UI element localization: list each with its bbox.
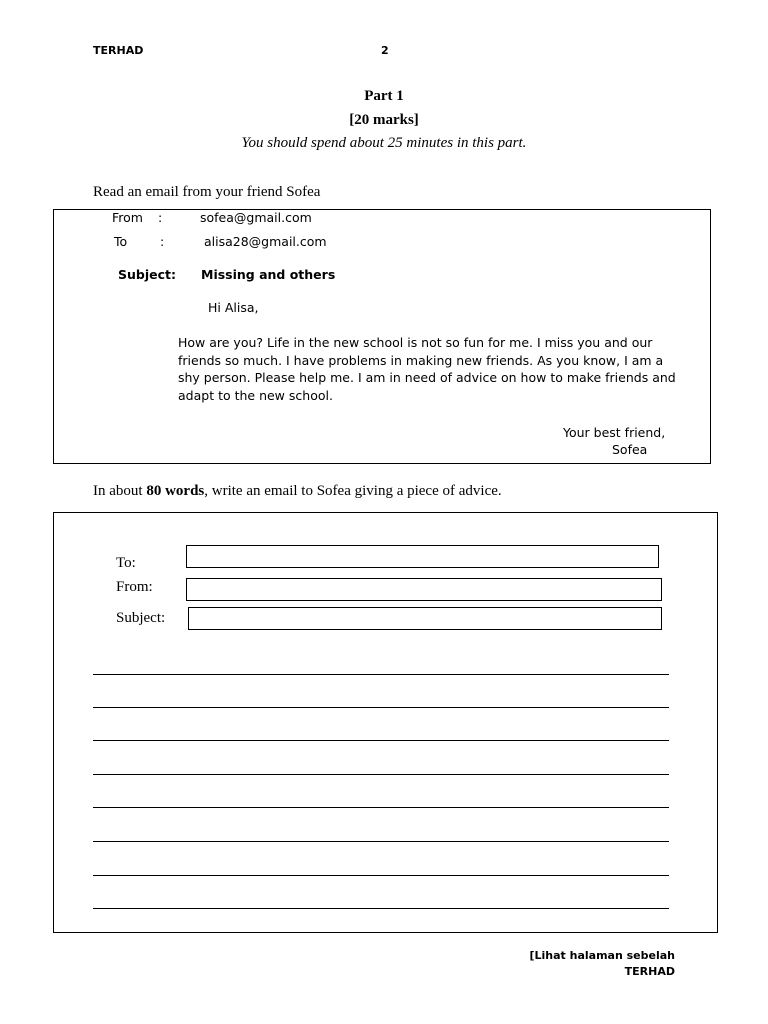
- answer-subject-field[interactable]: [188, 607, 662, 630]
- email-signature: Sofea: [612, 442, 648, 457]
- writing-line[interactable]: [93, 674, 669, 675]
- answer-to-label: To:: [116, 555, 136, 571]
- time-note: You should spend about 25 minutes in this part.: [241, 135, 527, 151]
- email-from-value: sofea@gmail.com: [200, 210, 312, 225]
- answer-to-field[interactable]: [186, 545, 659, 568]
- email-greeting: Hi Alisa,: [208, 300, 259, 315]
- email-to-label: To: [114, 234, 128, 249]
- writing-line[interactable]: [93, 707, 669, 708]
- email-from-colon: :: [158, 210, 163, 225]
- answer-subject-label: Subject:: [116, 610, 166, 626]
- email-body: How are you? Life in the new school is not so fun for me. I miss you and our friends so much. I have problems in making new friends. As you know, I am a shy person. Please help me. I am in need of advice on how to make friends and adapt to the new school.: [178, 335, 676, 403]
- email-from-label: From: [112, 210, 143, 225]
- writing-line[interactable]: [93, 774, 669, 775]
- writing-line[interactable]: [93, 908, 669, 909]
- answer-box: [53, 512, 718, 933]
- intro-text: Read an email from your friend Sofea: [93, 184, 321, 200]
- writing-line[interactable]: [93, 841, 669, 842]
- part-title: Part 1: [364, 88, 404, 104]
- email-to-value: alisa28@gmail.com: [204, 234, 327, 249]
- task-prefix: In about: [93, 483, 147, 499]
- task-suffix: , write an email to Sofea giving a piece of advice.: [204, 483, 502, 499]
- email-subject-label: Subject:: [118, 267, 176, 282]
- task-instruction: [93, 483, 502, 500]
- footer-next-page: [Lihat halaman sebelah: [529, 949, 675, 962]
- email-subject-value: Missing and others: [201, 267, 336, 282]
- part-marks: [20 marks]: [349, 112, 419, 128]
- writing-line[interactable]: [93, 807, 669, 808]
- task-word-count: 80 words: [146, 483, 205, 499]
- classification-header: TERHAD: [93, 44, 144, 57]
- email-closing: Your best friend,: [563, 425, 666, 440]
- footer-classification: TERHAD: [624, 965, 675, 978]
- writing-line[interactable]: [93, 875, 669, 876]
- email-to-colon: :: [160, 234, 165, 249]
- writing-line[interactable]: [93, 740, 669, 741]
- answer-from-field[interactable]: [186, 578, 662, 601]
- page-number: 2: [381, 44, 389, 57]
- answer-from-label: From:: [116, 579, 153, 595]
